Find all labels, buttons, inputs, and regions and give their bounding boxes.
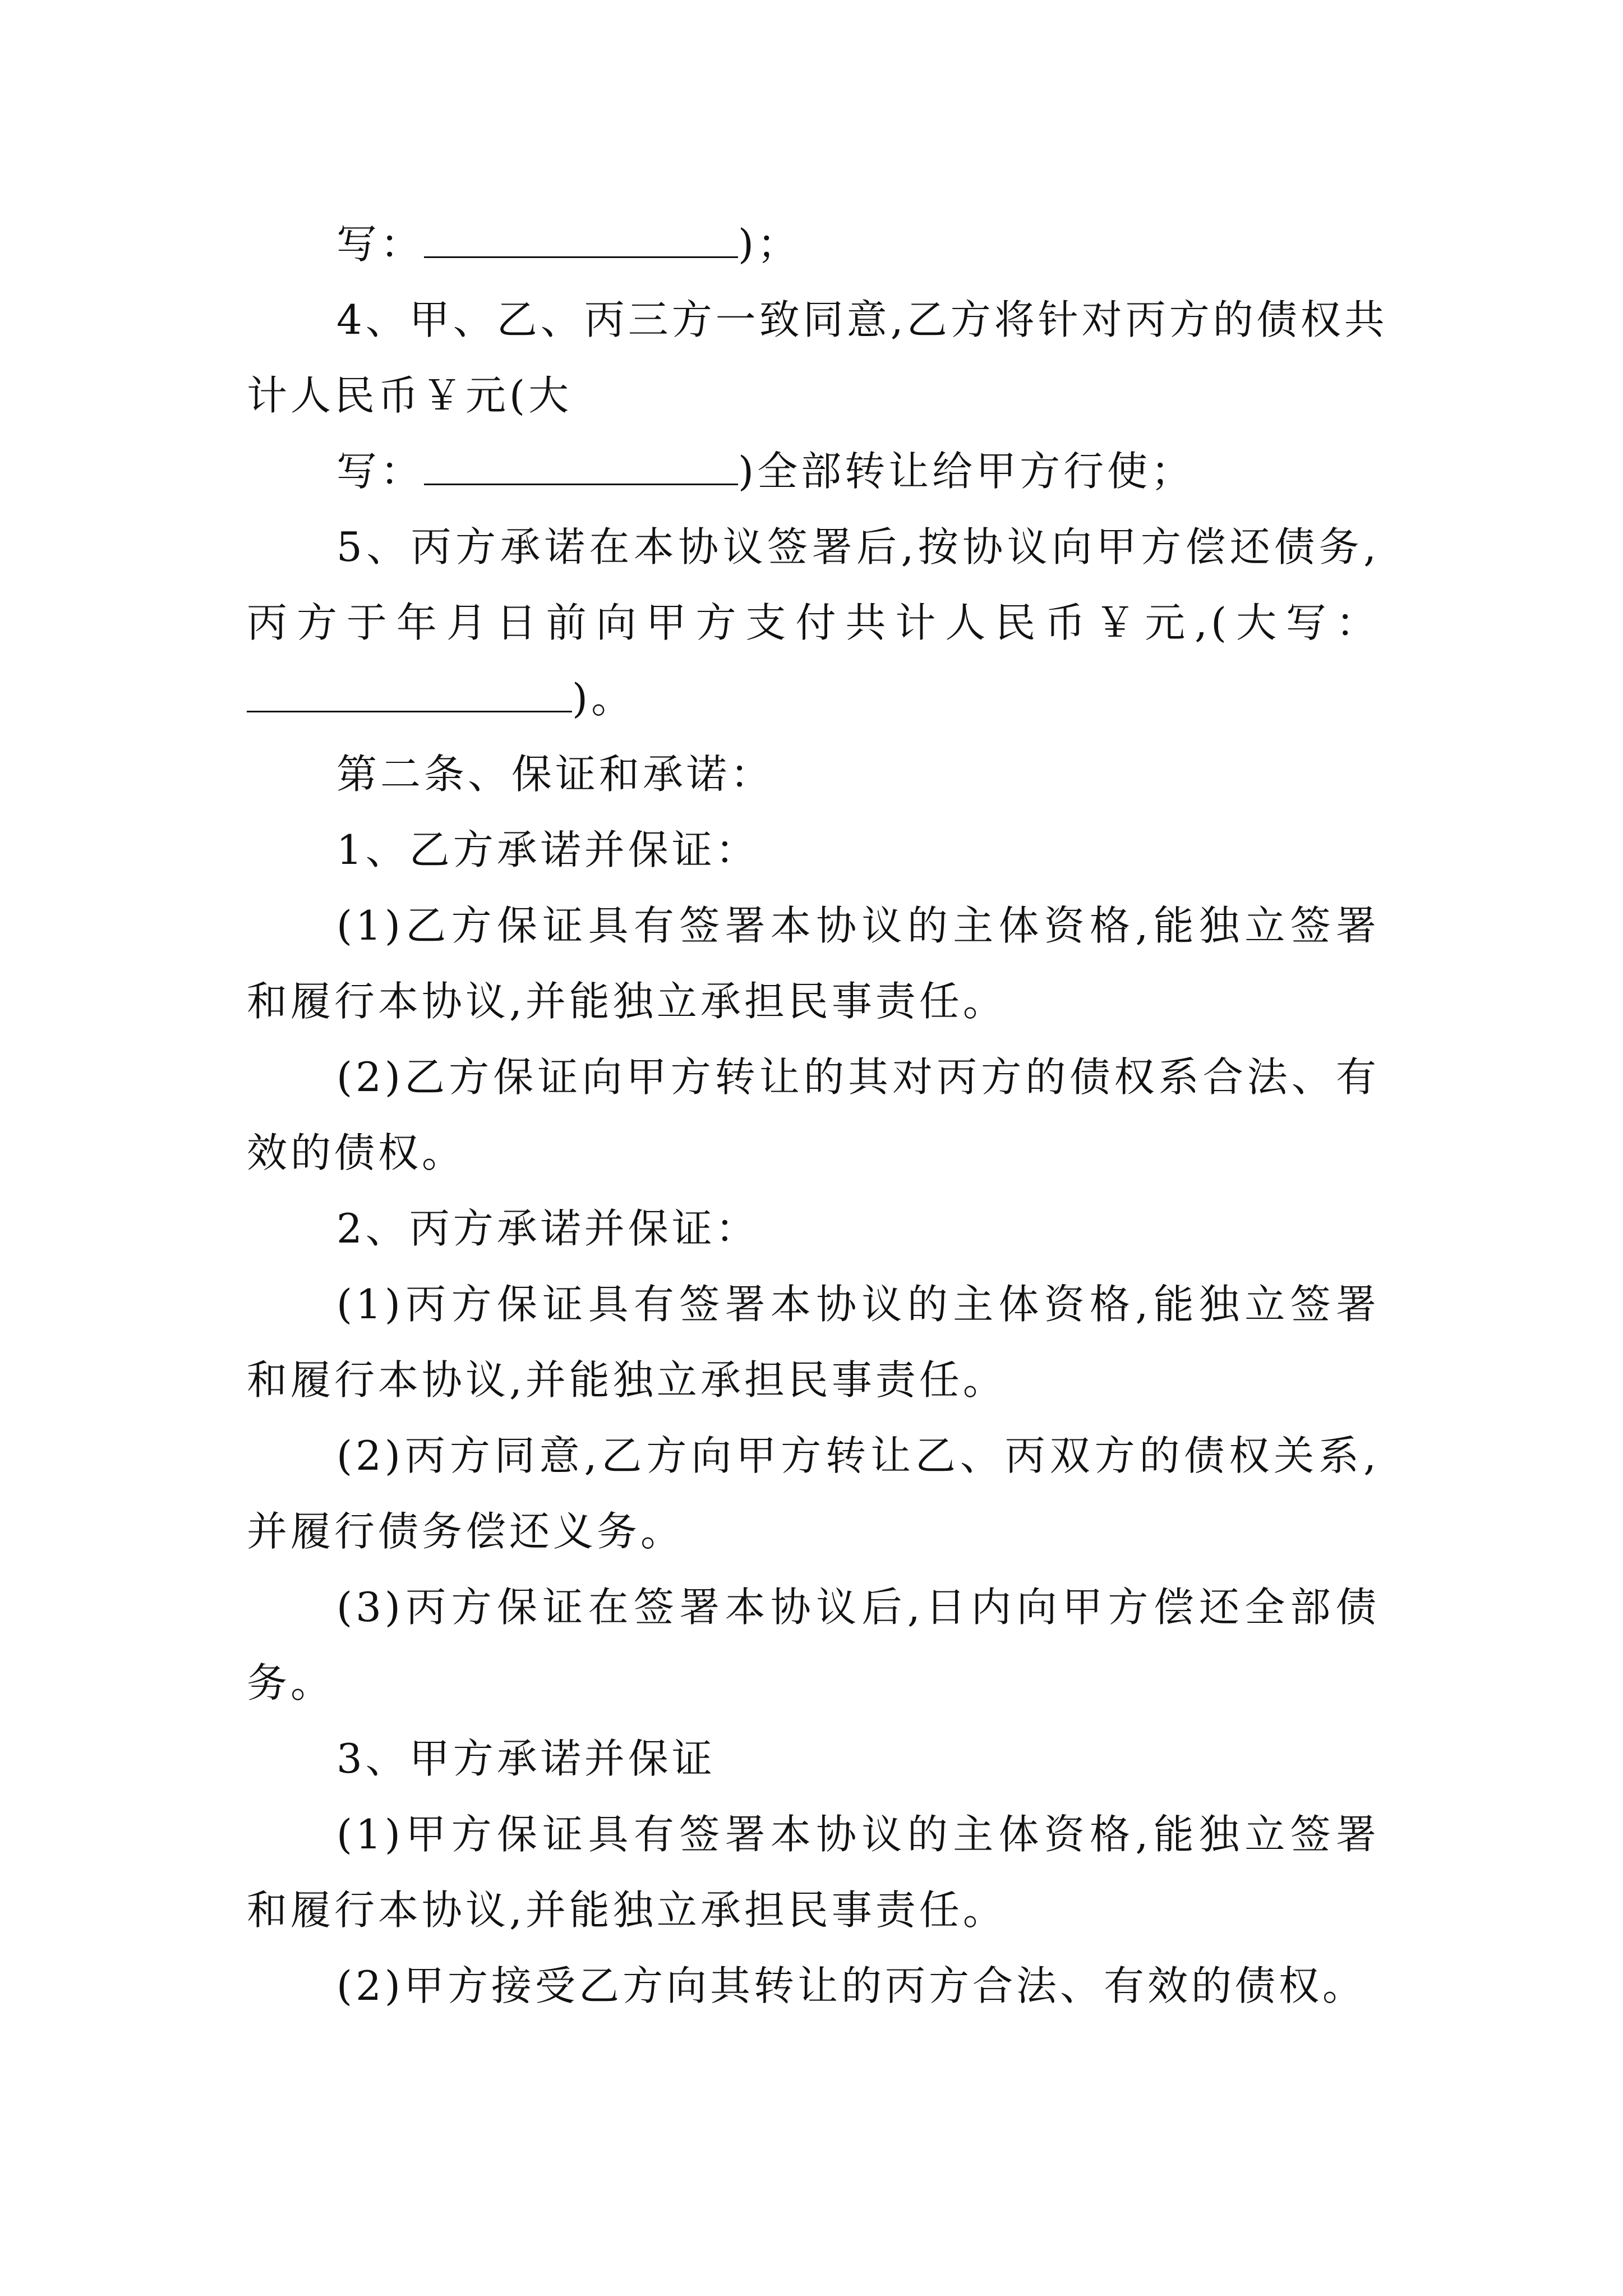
- text-line: 并履行债务偿还义务。: [247, 1508, 685, 1555]
- text-line: (2)甲方接受乙方向其转让的丙方合法、有效的债权。: [336, 1962, 1366, 2009]
- text-line: 效的债权。: [247, 1129, 466, 1176]
- text-line: (2)乙方保证向甲方转让的其对丙方的债权系合法、有: [336, 1053, 1380, 1101]
- text-line: 和履行本协议,并能独立承担民事责任。: [247, 1356, 1007, 1404]
- text-line: 4、甲、乙、丙三方一致同意,乙方将针对丙方的债权共: [336, 296, 1388, 343]
- text-line: 丙方于年月日前向甲方支付共计人民币￥元,(大写：: [247, 599, 1380, 646]
- fill-in-blank: [424, 217, 738, 258]
- text-line: 计人民币￥元(大: [247, 372, 573, 419]
- inline-text: )；: [738, 220, 801, 268]
- text-line: 和履行本协议,并能独立承担民事责任。: [247, 1887, 1007, 1934]
- text-line: (1)丙方保证具有签署本协议的主体资格,能独立签署: [336, 1281, 1380, 1328]
- fill-in-blank: [247, 671, 572, 712]
- text-line: 5、丙方承诺在本协议签署后,按协议向甲方偿还债务,: [336, 523, 1380, 570]
- section-heading: 第二条、保证和承诺：: [336, 751, 774, 798]
- fill-in-blank: [424, 444, 738, 485]
- text-line: (1)乙方保证具有签署本协议的主体资格,能独立签署: [336, 902, 1380, 949]
- text-line: (3)丙方保证在签署本协议后,日内向甲方偿还全部债: [336, 1584, 1380, 1631]
- text-line: [336, 443, 1469, 499]
- clause-heading: 1、乙方承诺并保证：: [336, 826, 759, 873]
- inline-text: 写：: [336, 448, 425, 495]
- text-line: [336, 216, 1469, 272]
- text-line: 和履行本协议,并能独立承担民事责任。: [247, 978, 1007, 1025]
- clause-heading: 2、丙方承诺并保证：: [336, 1205, 759, 1252]
- text-line: [247, 670, 1380, 726]
- inline-text: )全部转让给甲方行使；: [738, 448, 1195, 495]
- text-line: (1)甲方保证具有签署本协议的主体资格,能独立签署: [336, 1811, 1380, 1858]
- inline-text: )。: [572, 675, 635, 722]
- text-line: (2)丙方同意,乙方向甲方转让乙、丙双方的债权关系,: [336, 1432, 1380, 1479]
- clause-heading: 3、甲方承诺并保证: [336, 1735, 716, 1782]
- inline-text: 写：: [336, 220, 425, 268]
- text-line: 务。: [247, 1659, 335, 1706]
